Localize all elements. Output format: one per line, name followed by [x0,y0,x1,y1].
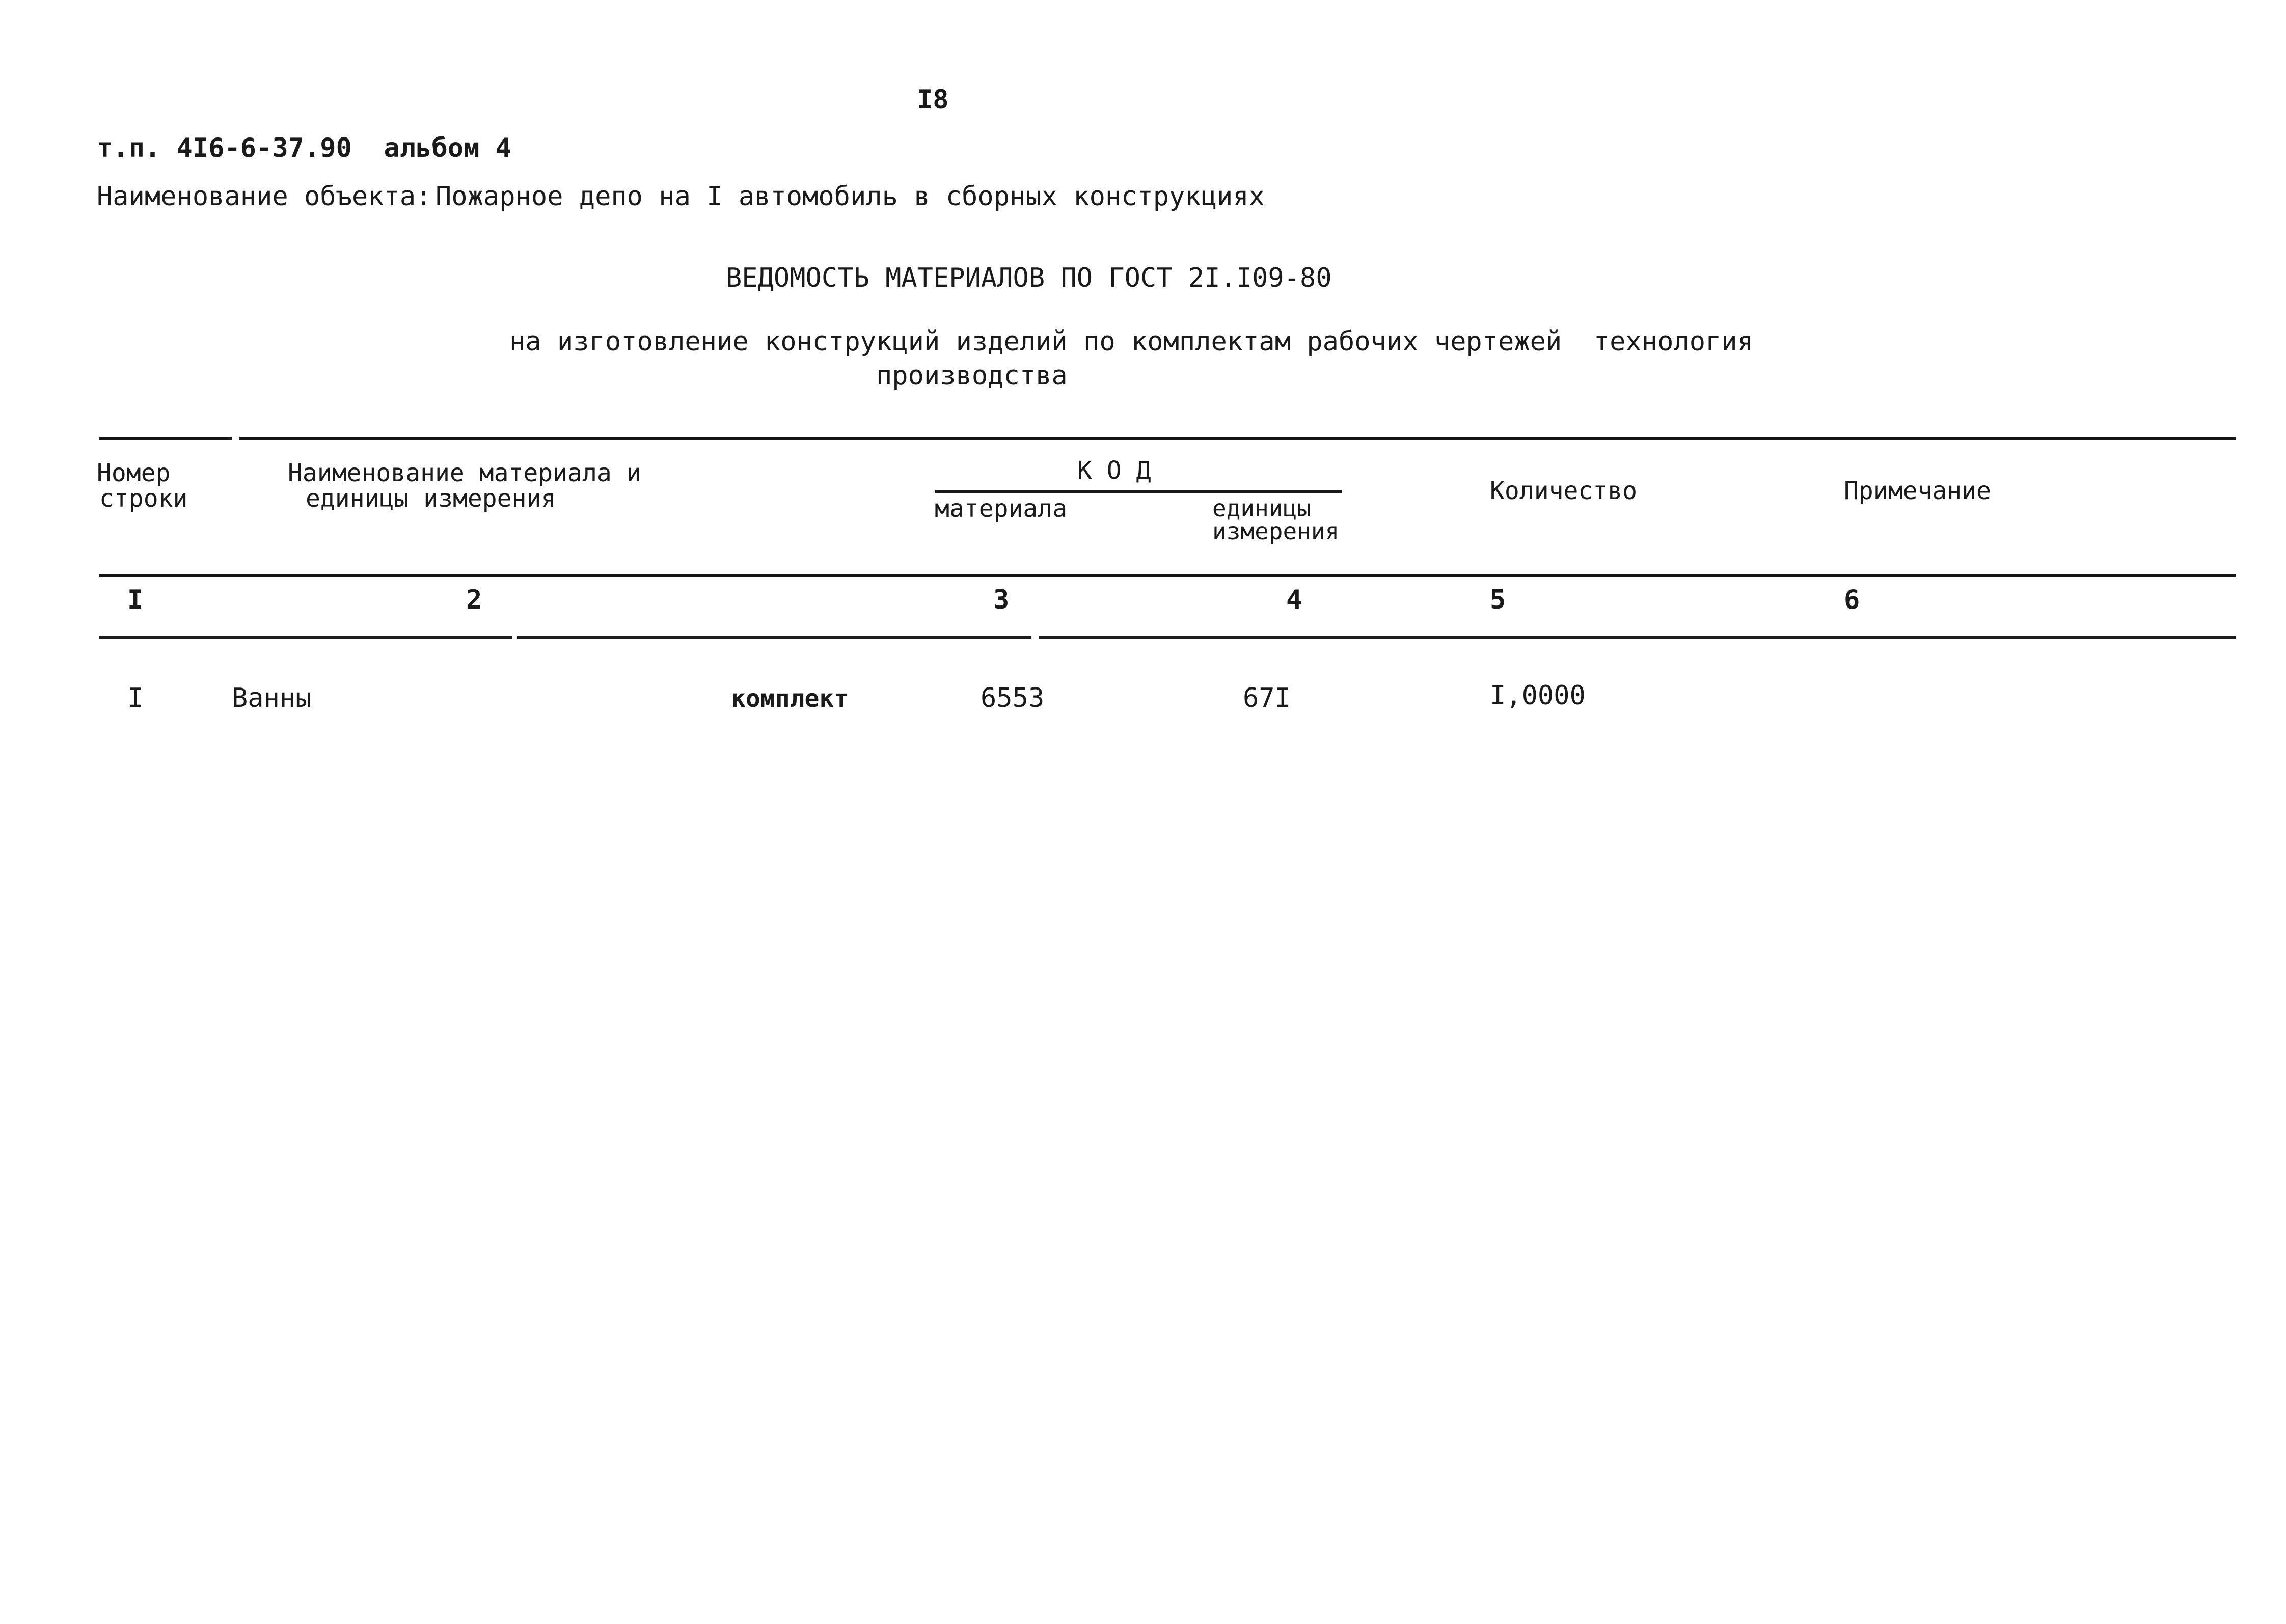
row-number: I [127,683,144,713]
document-subtitle-line-2: производства [876,361,1068,391]
header-code-unit-line-2: измерения [1212,517,1340,545]
document-subtitle-line-1: на изготовление конструкций изделий по комплектам рабочих чертежей технология [509,326,1753,357]
document-title: ВЕДОМОСТЬ МАТЕРИАЛОВ ПО ГОСТ 2I.I09-80 [726,263,1332,293]
header-note: Примечание [1844,477,1991,505]
header-material-name-line-1: Наименование материала и [288,459,641,487]
column-numbers-rule [1039,636,2236,639]
header-row-number-line-1: Номер [97,459,171,487]
column-numbers-rule [99,636,512,639]
unit-code: 67I [1243,683,1291,713]
material-name: Ванны [232,683,312,713]
header-row-number-line-2: строки [99,484,188,513]
column-number: 2 [466,585,482,615]
header-code-material: материала [935,494,1068,523]
column-number: 3 [993,585,1010,615]
header-material-name-line-2: единицы измерения [306,484,556,513]
material-unit: комплект [731,684,849,713]
table-top-rule [99,437,232,440]
column-number: 4 [1286,585,1302,615]
page-number: I8 [917,85,949,115]
header-code-unit-line-1: единицы [1212,494,1311,522]
quantity-value: I,0000 [1490,680,1586,711]
header-code-rule [935,490,1342,493]
object-name: Пожарное депо на I автомобиль в сборных конструкциях [436,181,1265,212]
column-number: I [127,585,144,615]
header-quantity: Количество [1490,477,1637,505]
column-number: 5 [1490,585,1506,615]
project-reference: т.п. 4I6-6-37.90 альбом 4 [97,133,511,163]
object-label: Наименование объекта: [97,181,432,212]
column-number: 6 [1844,585,1860,615]
column-numbers-rule [517,636,1031,639]
header-bottom-rule [99,574,2236,577]
table-top-rule [239,437,2236,440]
material-code: 6553 [981,683,1045,713]
header-code: К О Д [1077,456,1151,485]
